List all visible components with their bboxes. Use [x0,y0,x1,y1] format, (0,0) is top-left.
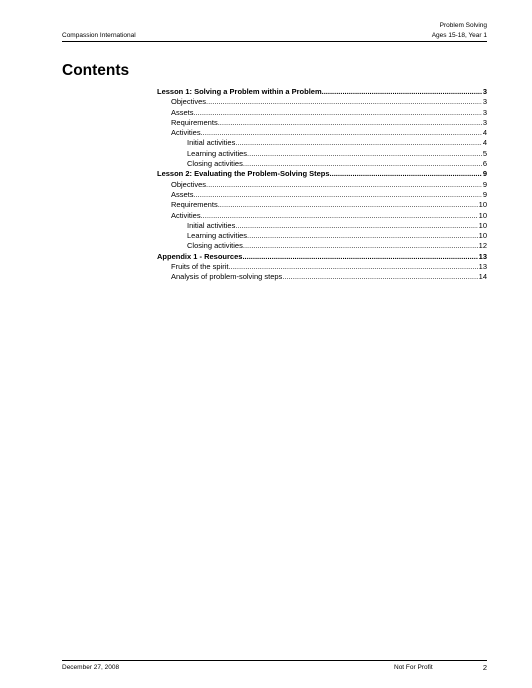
toc-entry-text: Initial activities [187,138,236,148]
toc-entry-text: Lesson 2: Evaluating the Problem-Solving Steps [157,169,330,179]
toc-entry-page: 9 [482,169,487,179]
footer-rule [62,660,487,661]
toc-entry[interactable] [157,272,487,282]
toc-entry-text: Requirements [171,117,218,127]
toc-entry-text: Activities [171,128,201,138]
toc-entry[interactable] [157,190,487,200]
toc-entry-text: Learning activities [187,148,248,158]
toc-leader-dots [229,262,478,272]
toc-leader-dots [194,190,482,200]
toc-entry[interactable] [157,180,487,190]
header-rule [62,41,487,42]
toc-leader-dots [247,231,478,241]
toc-entry-text: Learning activities [187,231,248,241]
toc-entry[interactable] [157,200,487,210]
toc-entry-page: 10 [478,220,487,230]
toc-entry[interactable] [157,149,487,159]
toc-entry-text: Closing activities [187,241,243,251]
toc-leader-dots [194,108,482,118]
toc-entry[interactable] [157,108,487,118]
toc-entry[interactable] [157,221,487,231]
toc-entry-page: 5 [482,148,487,158]
toc-entry-page: 9 [482,189,487,199]
toc-entry-page: 3 [482,97,487,107]
toc-entry-page: 12 [478,241,487,251]
toc-leader-dots [330,169,482,179]
page-title: Contents [62,62,130,79]
toc-entry-page: 9 [482,179,487,189]
table-of-contents [157,87,487,283]
toc-entry-text: Objectives [171,97,207,107]
footer-date: December 27, 2008 [62,664,120,671]
toc-leader-dots [247,149,482,159]
toc-entry[interactable] [157,231,487,241]
toc-entry[interactable] [157,128,487,138]
toc-leader-dots [218,200,478,210]
toc-leader-dots [201,128,482,138]
toc-entry-text: Analysis of problem-solving steps [171,272,283,282]
page-number: 2 [482,663,487,672]
toc-entry-text: Requirements [171,200,218,210]
toc-entry-page: 3 [482,117,487,127]
header-audience: Ages 15-18, Year 1 [431,31,487,39]
toc-entry-text: Activities [171,210,201,220]
toc-entry-text: Assets [171,189,194,199]
toc-entry[interactable] [157,118,487,128]
toc-leader-dots [282,272,477,282]
toc-entry[interactable] [157,87,487,97]
toc-entry-page: 10 [478,210,487,220]
toc-entry-page: 3 [482,107,487,117]
toc-leader-dots [206,97,482,107]
toc-entry-page: 4 [482,138,487,148]
toc-entry-text: Appendix 1 - Resources [157,251,243,261]
toc-entry[interactable] [157,97,487,107]
header-right [432,21,487,40]
toc-leader-dots [206,180,482,190]
toc-entry-text: Objectives [171,179,207,189]
toc-entry-page: 10 [478,200,487,210]
toc-leader-dots [243,159,482,169]
toc-entry[interactable] [157,262,487,272]
toc-entry[interactable] [157,211,487,221]
toc-entry[interactable] [157,252,487,262]
toc-entry-page: 10 [478,231,487,241]
toc-entry[interactable] [157,138,487,148]
toc-entry-page: 13 [478,262,487,272]
toc-entry-page: 14 [478,272,487,282]
toc-leader-dots [242,252,477,262]
header-subject: Problem Solving [439,22,487,29]
toc-entry-page: 4 [482,128,487,138]
toc-entry-text: Lesson 1: Solving a Problem within a Problem [157,87,322,96]
toc-leader-dots [235,138,481,148]
header-organization: Compassion International [62,32,136,39]
toc-entry[interactable] [157,241,487,251]
toc-entry-text: Fruits of the spirit [171,262,229,272]
toc-entry-text: Closing activities [187,159,243,169]
toc-leader-dots [218,118,482,128]
toc-entry[interactable] [157,159,487,169]
toc-entry[interactable] [157,169,487,179]
toc-leader-dots [243,241,478,251]
toc-entry-page: 13 [478,251,487,261]
toc-leader-dots [322,87,482,97]
footer-notice: Not For Profit [394,664,433,671]
toc-leader-dots [201,211,478,221]
toc-entry-text: Initial activities [187,220,236,230]
toc-entry-page: 3 [482,87,487,96]
toc-entry-text: Assets [171,107,194,117]
toc-leader-dots [235,221,477,231]
toc-entry-page: 6 [482,159,487,169]
